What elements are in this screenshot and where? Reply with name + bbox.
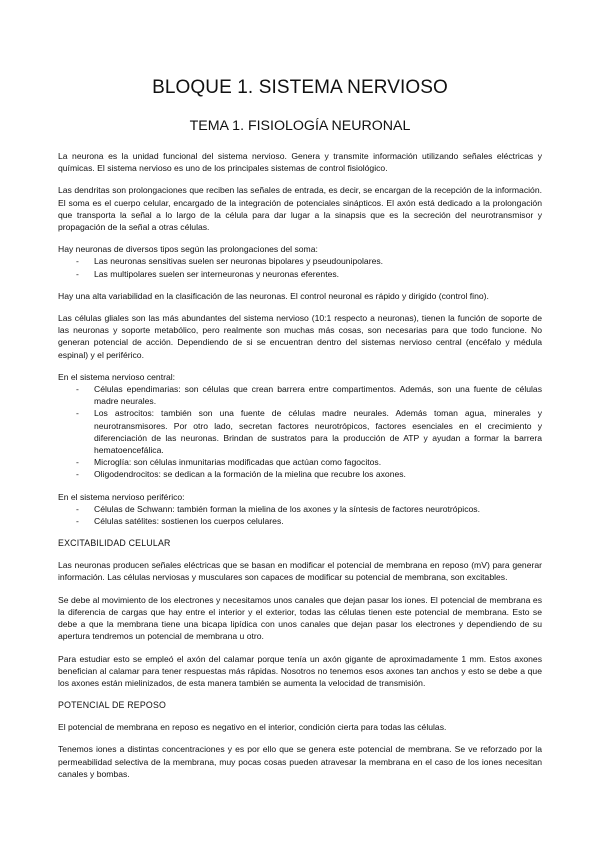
paragraph: En el sistema nervioso central: <box>58 371 176 382</box>
paragraph: Para estudiar esto se empleó el axón del calamar porque tenía un axón gigante de aproximadamente 1 mm. Estos axones benefician al calamar para tener respuestas más rápidas. Nosotros no tenemos esos axones tan anchos y esto se debe a que los axones están mielinizados, de esta manera también se aumenta la velocidad de transmisión. <box>58 653 542 688</box>
paragraph: Se debe al movimiento de los electrones y necesitamos unos canales que dejan pasar los iones. El potencial de membrana es la diferencia de cargas que hay entre el interior y el exterior, todas las células tienen este potencial de membrana. Esto se debe a que la membrana tiene una bicapa lipídica con unos canales que dejan pasar los electrones y dependiendo de su apertura tendremos un potencial de membrana u otro. <box>58 594 542 642</box>
document-subtitle: TEMA 1. FISIOLOGÍA NEURONAL <box>189 118 411 134</box>
cns-glia-list <box>58 383 542 481</box>
paragraph: Tenemos iones a distintas concentraciones y es por ello que se genera este potencial de membrana. Se ve reforzado por la permeabilidad selectiva de la membrana, muy pocas cosas pueden atravesar la membrana en el caso de los iones necesitan canales y bombas. <box>58 744 542 779</box>
paragraph: En el sistema nervioso periférico: <box>58 491 185 502</box>
paragraph: El potencial de membrana en reposo es negativo en el interior, condición cierta para todas las células. <box>58 722 447 733</box>
pns-glia-list <box>58 503 542 527</box>
paragraph: Hay una alta variabilidad en la clasificación de las neuronas. El control neuronal es rápido y dirigido (control fino). <box>58 290 489 301</box>
paragraph: Las células gliales son las más abundantes del sistema nervioso (10:1 respecto a neuronas), tienen la función de soporte de las neuronas y soporte metabólico, pero realmente son muchas más cosas, son necesarias para que todo funcione. No generan potencial de acción. Dependiendo de si se encuentran dentro del sistemas nervioso central (encéfalo y médula espinal) y el periférico. <box>58 313 542 360</box>
list-item: - Células ependimarias: son células que crean barrera entre compartimentos. Además, son una fuente de células madre neurales. <box>58 383 542 407</box>
list-item: - Las multipolares suelen ser interneuronas y neuronas eferentes. <box>58 268 542 280</box>
list-item: - Microglía: son células inmunitarias modificadas que actúan como fagocitos. <box>58 456 542 468</box>
paragraph: Las neuronas producen señales eléctricas que se basan en modificar el potencial de membrana en reposo (mV) para generar información. Las células nerviosas y musculares son capaces de modificar su potencial de membrana, son excitables. <box>58 560 542 583</box>
list-item: - Las neuronas sensitivas suelen ser neuronas bipolares y pseudounipolares. <box>58 255 542 267</box>
paragraph: La neurona es la unidad funcional del sistema nervioso. Genera y transmite información utilizando señales eléctricas y químicas. El sistema nervioso es uno de los principales sistemas de control fisiológico. <box>58 151 542 174</box>
document-title: BLOQUE 1. SISTEMA NERVIOSO <box>152 77 448 98</box>
neuron-types-list <box>58 255 542 279</box>
list-item: - Los astrocitos: también son una fuente de células madre neurales. Además toman agua, minerales y neurotransmisores. Por otro lado, secretan factores neurotrópicos, factores esenciales en el crecimiento y diferenciación de las neuronas. Brindan de sustratos para la producción de ATP y ayudan a formar la barrera hematoencefálica. <box>58 407 542 456</box>
section-heading: EXCITABILIDAD CELULAR <box>58 538 171 549</box>
section-heading: POTENCIAL DE REPOSO <box>58 700 167 711</box>
list-item: - Células de Schwann: también forman la mielina de los axones y la síntesis de factores neurotrópicos. <box>58 503 542 515</box>
paragraph: Hay neuronas de diversos tipos según las prolongaciones del soma: <box>58 244 318 255</box>
list-item: - Células satélites: sostienen los cuerpos celulares. <box>58 515 542 527</box>
paragraph: Las dendritas son prolongaciones que reciben las señales de entrada, es decir, se encargan de la recepción de la información. El soma es el cuerpo celular, encargado de la integración de potenciales sinápticos. El axón está dedicado a la prolongación que transporta la señal a lo largo de la célula para dar lugar a la sinapsis que es la secreción del neurotransmisor y propagación de la señal a otras células. <box>58 185 542 233</box>
list-item: - Oligodendrocitos: se dedican a la formación de la mielina que recubre los axones. <box>58 468 542 480</box>
